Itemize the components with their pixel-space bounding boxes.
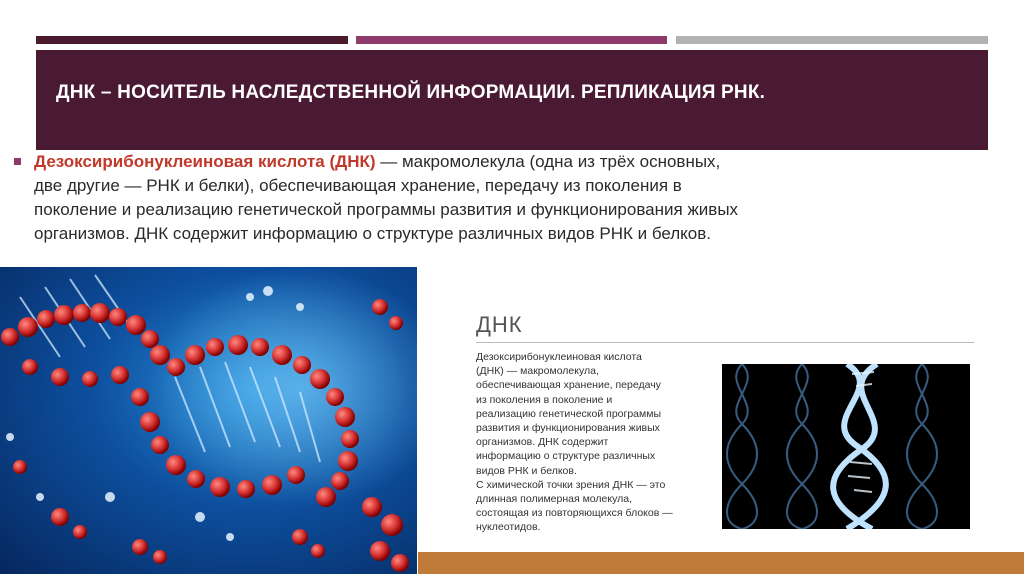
bullet-line-1-rest: — макромолекула (одна из трёх основных, [375, 152, 721, 171]
decor-bar-gray [676, 36, 988, 44]
card-text [476, 350, 714, 535]
card-line: длинная полимерная молекула, [476, 493, 632, 506]
card-line: состоящая из повторяющихся блоков — [476, 507, 673, 520]
bullet-line-3: поколение и реализацию генетической программы развития и функционирования живых [34, 200, 739, 219]
decor-bar-dark [36, 36, 348, 44]
bullet-paragraph [14, 150, 914, 246]
card-line: нуклеотидов. [476, 521, 541, 534]
card-line: С химической точки зрения ДНК — это [476, 478, 666, 491]
card-line: (ДНК) — макромолекула, [476, 365, 599, 378]
square-bullet-icon [14, 158, 21, 165]
card-title: ДНК [476, 312, 523, 337]
card-line: обеспечивающая хранение, передачу [476, 379, 661, 392]
card-line: развития и функционирования живых [476, 422, 660, 435]
decor-bar-purple [356, 36, 667, 44]
dna-molecule-image [0, 267, 417, 574]
card-line: реализацию генетической программы [476, 407, 661, 420]
card-line: видов РНК и белков. [476, 464, 577, 477]
bullet-line-2: две другие — РНК и белки), обеспечивающая хранение, передачу из поколения в [34, 176, 682, 195]
card-line: организмов. ДНК содержит [476, 436, 609, 449]
card-divider [476, 342, 974, 343]
card-line: Дезоксирибонуклеиновая кислота [476, 351, 642, 363]
bullet-text [34, 150, 914, 246]
title-panel [36, 50, 988, 150]
slide-title: ДНК – НОСИТЕЛЬ НАСЛЕДСТВЕННОЙ ИНФОРМАЦИИ. РЕПЛИКАЦИЯ РНК. [56, 82, 766, 103]
bullet-line-4: организмов. ДНК содержит информацию о структуре различных видов РНК и белков. [34, 224, 712, 243]
dna-strands-illustration [722, 364, 970, 529]
bullet-line-1 [34, 150, 914, 174]
dna-info-card [458, 298, 978, 556]
bullet-term: Дезоксирибонуклеиновая кислота (ДНК) [34, 152, 376, 171]
dna-helix-dark-image [722, 364, 970, 529]
dna-helix-illustration [0, 267, 417, 574]
card-line: информацию о структуре различных [476, 450, 656, 463]
card-line: из поколения в поколение и [476, 393, 613, 406]
top-decor-bars [36, 36, 988, 44]
footer-accent-bar [418, 552, 1024, 574]
